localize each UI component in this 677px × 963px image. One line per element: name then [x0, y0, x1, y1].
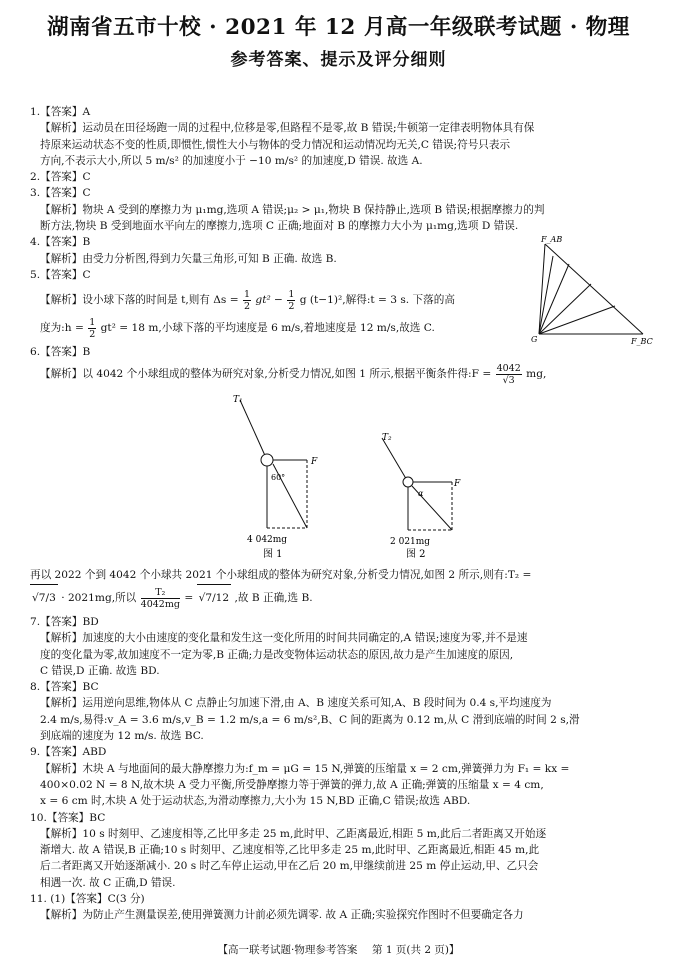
q6-answer [30, 344, 655, 360]
text-line: 3.【答案】C [30, 187, 91, 200]
footer-title: 【高一联考试题·物理参考答案 [217, 944, 358, 956]
figure-caption: 图 2 [406, 549, 426, 560]
text-part: · 2021mg,所以 [61, 592, 137, 604]
text-line: 11. (1)【答案】C(3 分) [30, 893, 145, 906]
figure-1 [225, 392, 345, 562]
text-part: gt² − [255, 294, 283, 306]
q5-height-line [30, 316, 530, 340]
text-line: x = 6 cm 时,木块 A 处于运动状态,为滑动摩擦力,大小为 15 N,BD 正确,C 错误;故选 ABD. [40, 795, 471, 808]
page-title: 湖南省五市十校 · 2021 年 12 月高一年级联考试题 · 物理 [47, 15, 630, 40]
text-part: gt² = 18 m,小球下落的平均速度是 6 m/s,着地速度是 12 m/s,故选 C. [100, 322, 435, 334]
text-line: 到底端的速度为 12 m/s. 故选 BC. [40, 730, 204, 743]
text-part: ,故 B 正确,选 B. [234, 592, 313, 604]
t1-label: T₁ [233, 395, 243, 405]
text-line: 相遇一次. 故 C 正确,D 错误. [40, 876, 176, 889]
sqrt-expression: √7/12 [197, 584, 232, 611]
force-triangle-figure [525, 234, 655, 346]
text-line: 9.【答案】ABD [30, 746, 107, 759]
q6-continued [30, 567, 655, 583]
text-part: = [184, 592, 194, 604]
fraction: $\frac{4042}{√3}$ [496, 362, 521, 386]
fraction: $\frac{1}{2}$ [243, 288, 251, 312]
sqrt-expression: √7/3 [30, 584, 58, 611]
fraction: $\frac{\text{T₂}}{4042mg}$ [140, 586, 180, 610]
text-line: 2.4 m/s,易得:v_A = 3.6 m/s,v_B = 1.2 m/s,a = 6 m/s²,B、C 间的距离为 0.12 m,从 C 滑到底端的时间 2 s,滑 [40, 713, 580, 726]
text-part: mg, [526, 368, 547, 380]
text-line: C 错误,D 正确. 故选 BD. [40, 664, 160, 677]
g-label: G [531, 335, 538, 344]
text-part: 【解析】设小球下落的时间是 t,则有 Δs = [40, 294, 239, 306]
text-line: 4.【答案】B [30, 236, 91, 249]
text-line: 【解析】运动员在田径场跑一周的过程中,位移是零,但路程不是零,故 B 错误;牛顿第一定律表明物体具有保 [40, 122, 535, 135]
weight-label: 4 042mg [247, 535, 288, 545]
text-line: 【解析】运用逆向思维,物体从 C 点静止匀加速下滑,由 A、B 速度关系可知,A、B 段时间为 0.4 s,平均速度为 [40, 697, 552, 710]
footer-page-number: 第 1 页(共 2 页)】 [372, 944, 460, 956]
q6-analysis-line [30, 362, 655, 386]
q5-formula-line [30, 288, 520, 312]
text-line: 再以 2022 个到 4042 个小球共 2021 个小球组成的整体为研究对象,分析受力情况,如图 2 所示,则有:T₂ = [30, 569, 532, 581]
angle-label: α [418, 489, 424, 498]
fab-label: F_AB [541, 235, 563, 244]
fbc-label: F_BC [631, 337, 653, 346]
t2-label: T₂ [382, 433, 392, 443]
text-line: 【解析】木块 A 与地面间的最大静摩擦力为:f_m = μG = 15 N,弹簧的压缩量 x = 2 cm,弹簧弹力为 F₁ = kx = [40, 762, 570, 775]
text-line: 后二者距离又开始逐渐减小. 20 s 时乙车停止运动,甲在乙后 20 m,甲继续前进 25 m 停止运动,甲、乙只会 [40, 860, 539, 873]
figure-caption: 图 1 [263, 549, 283, 560]
text-line: 【解析】物块 A 受到的摩擦力为 μ₁mg,选项 A 错误;μ₂ > μ₁,物块 B 保持静止,选项 B 错误;根据摩擦力的判 [40, 203, 545, 216]
weight-label: 2 021mg [390, 537, 431, 547]
angle-label: 60° [271, 473, 286, 482]
text-line: 2.【答案】C [30, 171, 91, 184]
text-part: 【解析】以 4042 个小球组成的整体为研究对象,分析受力情况,如图 1 所示,根据平衡条件得:F = [40, 368, 492, 380]
text-part: g (t−1)²,解得:t = 3 s. 下落的高 [299, 294, 455, 306]
f-label: F [311, 457, 318, 467]
text-line: 【解析】由受力分析图,得到力矢量三角形,可知 B 正确. 故选 B. [40, 252, 337, 265]
text-line: 度的变化量为零,故加速度不一定为零,B 正确;力是改变物体运动状态的原因,故力是产生加速度的原因, [40, 648, 514, 661]
text-line: 10.【答案】BC [30, 811, 106, 824]
text-part: 度为:h = [40, 322, 84, 334]
fraction: $\frac{1}{2}$ [89, 316, 96, 340]
figure-2 [370, 430, 480, 562]
text-line: 400×0.02 N = 8 N,故木块 A 受力平衡,所受静摩擦力等于弹簧的弹力,故 A 正确;弹簧的压缩量 x = 4 cm, [40, 778, 544, 791]
page-footer [0, 942, 677, 957]
text-line: 8.【答案】BC [30, 681, 99, 694]
text-line: 6.【答案】B [30, 346, 91, 358]
answer-block-2 [30, 614, 655, 924]
page-subtitle: 参考答案、提示及评分细则 [230, 50, 447, 70]
text-line: 【解析】加速度的大小由速度的变化量和发生这一变化所用的时间共同确定的,A 错误;速度为零,并不是速 [40, 632, 528, 645]
f-label: F [454, 479, 461, 489]
text-line: 7.【答案】BD [30, 616, 99, 628]
text-line: 5.【答案】C [30, 268, 91, 281]
fraction: $\frac{1}{2}$ [288, 288, 295, 312]
text-line: 持原来运动状态不变的性质,即惯性,惯性大小与物体的受力情况和运动情况均无关,C 错误;符号只表示 [40, 138, 511, 151]
q6-result-line [30, 584, 655, 611]
text-line: 1.【答案】A [30, 106, 91, 118]
text-line: 断方法,物块 B 受到地面水平向左的摩擦力,选项 C 正确;地面对 B 的摩擦力大小为 μ₁mg,选项 D 错误. [40, 220, 519, 233]
text-line: 【解析】为防止产生测量误差,使用弹簧测力计前必须先调零. 故 A 正确;实验探究作图时不但要确定各力 [40, 909, 524, 922]
text-line: 方向,不表示大小,所以 5 m/s² 的加速度小于 −10 m/s² 的加速度,D 错误. 故选 A. [40, 154, 423, 167]
text-line: 渐增大. 故 A 错误,B 正确;10 s 时刻甲、乙速度相等,乙比甲多走 25 m,此时甲、乙距离最近,相距 45 m,此 [40, 844, 540, 857]
text-line: 【解析】10 s 时刻甲、乙速度相等,乙比甲多走 25 m,此时甲、乙距离最近,相距 5 m,此后二者距离又开始逐 [40, 827, 547, 840]
